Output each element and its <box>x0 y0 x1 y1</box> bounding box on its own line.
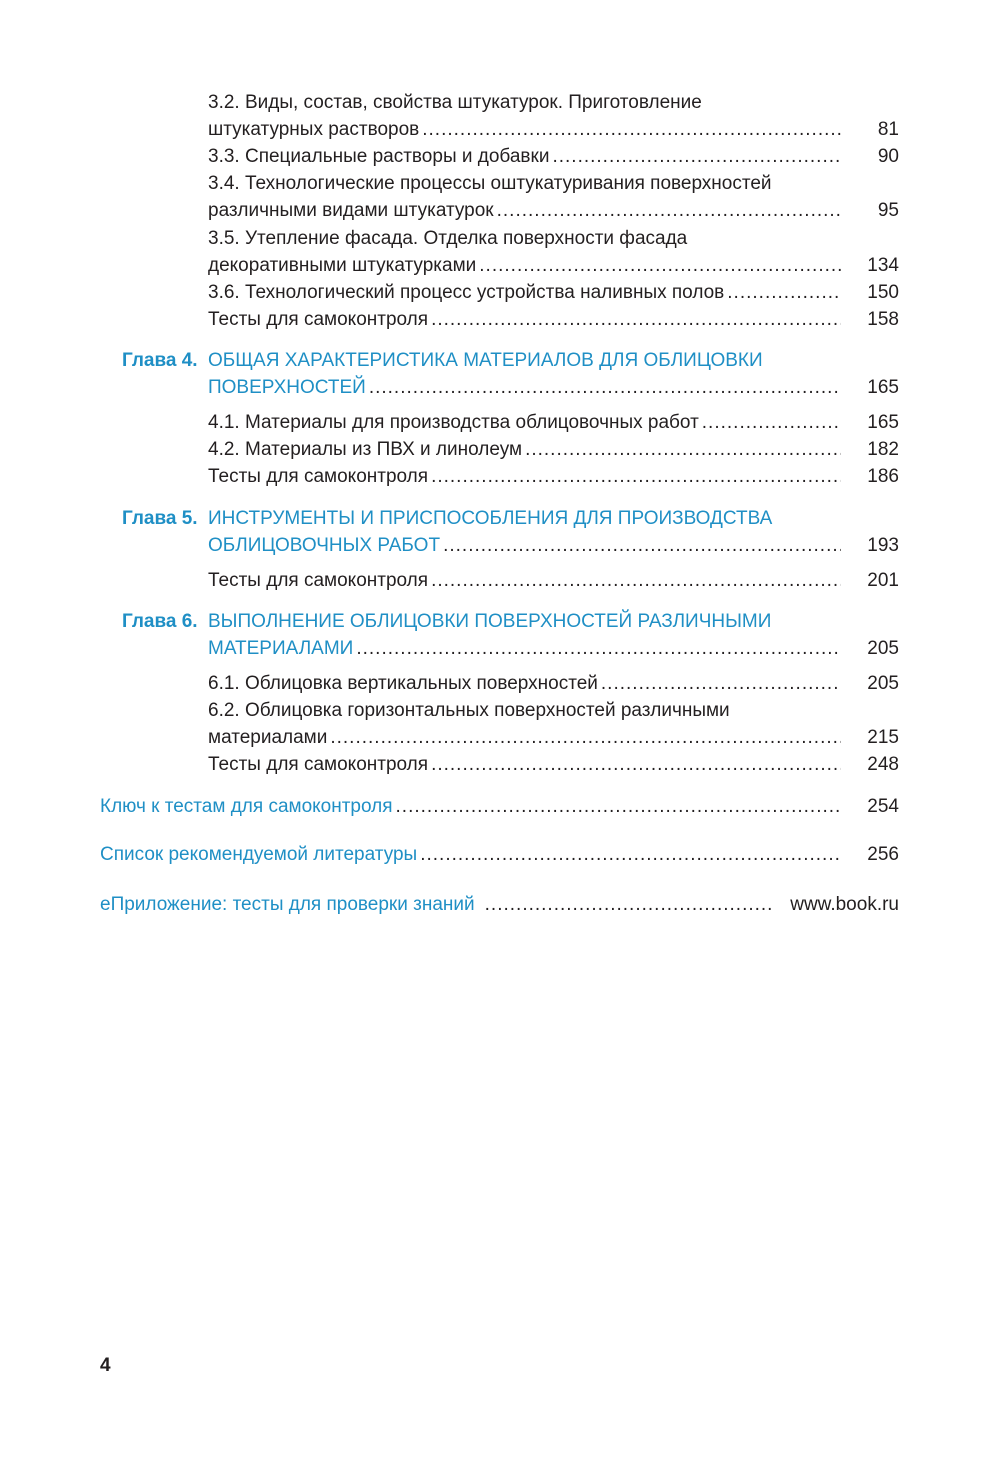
toc-entry-title: Список рекомендуемой литературы <box>100 844 418 865</box>
leader-dots <box>601 673 841 695</box>
toc-entry-3-4 <box>208 200 841 222</box>
toc-entry-title: 3.6. Технологический процесс устройства наливных полов <box>208 282 725 303</box>
toc-page-number: 201 <box>867 570 899 591</box>
toc-page-number: 95 <box>877 200 899 221</box>
toc-entry-6-2 <box>208 727 841 749</box>
toc-entry-title: Тесты для самоконтроля <box>208 754 429 775</box>
toc-entry-title: Ключ к тестам для самоконтроля <box>100 796 393 817</box>
chapter-5-title-line1: ИНСТРУМЕНТЫ И ПРИСПОСОБЛЕНИЯ ДЛЯ ПРОИЗВОДСТВА <box>208 508 773 529</box>
toc-entry-3-6 <box>208 282 841 304</box>
toc-entry-eapp <box>100 894 774 916</box>
leader-dots <box>485 894 774 916</box>
toc-page-number: 205 <box>867 673 899 694</box>
leader-dots <box>396 796 841 818</box>
toc-page-number: 254 <box>867 796 899 817</box>
toc-entry-title: Тесты для самоконтроля <box>208 309 429 330</box>
toc-page-number: 134 <box>867 255 899 276</box>
toc-entry-tests-5 <box>208 570 841 592</box>
leader-dots <box>356 638 841 660</box>
toc-entry-6-1 <box>208 673 841 695</box>
leader-dots <box>422 119 841 141</box>
toc-entry-tests-4 <box>208 466 841 488</box>
chapter-title: МАТЕРИАЛАМИ <box>208 638 354 659</box>
toc-entry-title: декоративными штукатурками <box>208 255 477 276</box>
toc-entry-4-1 <box>208 412 841 434</box>
toc-entry-key <box>100 796 841 818</box>
toc-page-number: 90 <box>877 146 899 167</box>
toc-page-reference: www.book.ru <box>790 894 899 915</box>
toc-entry-tests-6 <box>208 754 841 776</box>
toc-entry-3-3 <box>208 146 841 168</box>
chapter-6-entry <box>208 638 841 660</box>
toc-entry-tests-3 <box>208 309 841 331</box>
leader-dots <box>431 309 841 331</box>
toc-entry-title: 4.1. Материалы для производства облицовочных работ <box>208 412 699 433</box>
leader-dots <box>497 200 841 222</box>
toc-entry-4-2 <box>208 439 841 461</box>
toc-page-number: 182 <box>867 439 899 460</box>
toc-page-number: 81 <box>877 119 899 140</box>
toc-entry-title: 6.1. Облицовка вертикальных поверхностей <box>208 673 598 694</box>
chapter-5-label: Глава 5. <box>122 508 198 529</box>
toc-entry-title: штукатурных растворов <box>208 119 420 140</box>
leader-dots <box>330 727 841 749</box>
chapter-5-entry <box>208 535 841 557</box>
toc-page-number: 165 <box>867 412 899 433</box>
toc-entry-references <box>100 844 841 866</box>
toc-entry-3-2-line1: 3.2. Виды, состав, свойства штукатурок. Приготовление <box>208 92 702 113</box>
toc-entry-3-5 <box>208 255 841 277</box>
leader-dots <box>431 466 841 488</box>
toc-entry-title: 4.2. Материалы из ПВХ и линолеум <box>208 439 523 460</box>
leader-dots <box>431 754 841 776</box>
toc-entry-3-4-line1: 3.4. Технологические процессы оштукатуривания поверхностей <box>208 173 772 194</box>
leader-dots <box>431 570 841 592</box>
toc-entry-title: различными видами штукатурок <box>208 200 494 221</box>
toc-entry-3-5-line1: 3.5. Утепление фасада. Отделка поверхности фасада <box>208 228 688 249</box>
leader-dots <box>443 535 841 557</box>
chapter-title: ОБЛИЦОВОЧНЫХ РАБОТ <box>208 535 441 556</box>
toc-entry-title: Тесты для самоконтроля <box>208 570 429 591</box>
chapter-4-entry <box>208 377 841 399</box>
chapter-title: ПОВЕРХНОСТЕЙ <box>208 377 366 398</box>
toc-page-number: 186 <box>867 466 899 487</box>
leader-dots <box>479 255 841 277</box>
toc-page-number: 205 <box>867 638 899 659</box>
leader-dots <box>525 439 841 461</box>
toc-entry-6-2-line1: 6.2. Облицовка горизонтальных поверхностей различными <box>208 700 730 721</box>
chapter-4-label: Глава 4. <box>122 350 198 371</box>
chapter-4-title-line1: ОБЩАЯ ХАРАКТЕРИСТИКА МАТЕРИАЛОВ ДЛЯ ОБЛИЦОВКИ <box>208 350 763 371</box>
chapter-6-title-line1: ВЫПОЛНЕНИЕ ОБЛИЦОВКИ ПОВЕРХНОСТЕЙ РАЗЛИЧНЫМИ <box>208 611 772 632</box>
page-number: 4 <box>100 1355 111 1376</box>
toc-page-number: 158 <box>867 309 899 330</box>
toc-page-number: 215 <box>867 727 899 748</box>
leader-dots <box>702 412 841 434</box>
toc-page-number: 248 <box>867 754 899 775</box>
toc-page-number: 165 <box>867 377 899 398</box>
toc-entry-3-2 <box>208 119 841 141</box>
toc-entry-title: материалами <box>208 727 328 748</box>
toc-entry-title: 3.3. Специальные растворы и добавки <box>208 146 550 167</box>
chapter-6-label: Глава 6. <box>122 611 198 632</box>
leader-dots <box>727 282 841 304</box>
toc-entry-title: еПриложение: тесты для проверки знаний <box>100 894 475 915</box>
toc-page-number: 150 <box>867 282 899 303</box>
toc-entry-title: Тесты для самоконтроля <box>208 466 429 487</box>
leader-dots <box>420 844 841 866</box>
leader-dots <box>369 377 841 399</box>
toc-page-number: 256 <box>867 844 899 865</box>
leader-dots <box>552 146 841 168</box>
toc-page-number: 193 <box>867 535 899 556</box>
